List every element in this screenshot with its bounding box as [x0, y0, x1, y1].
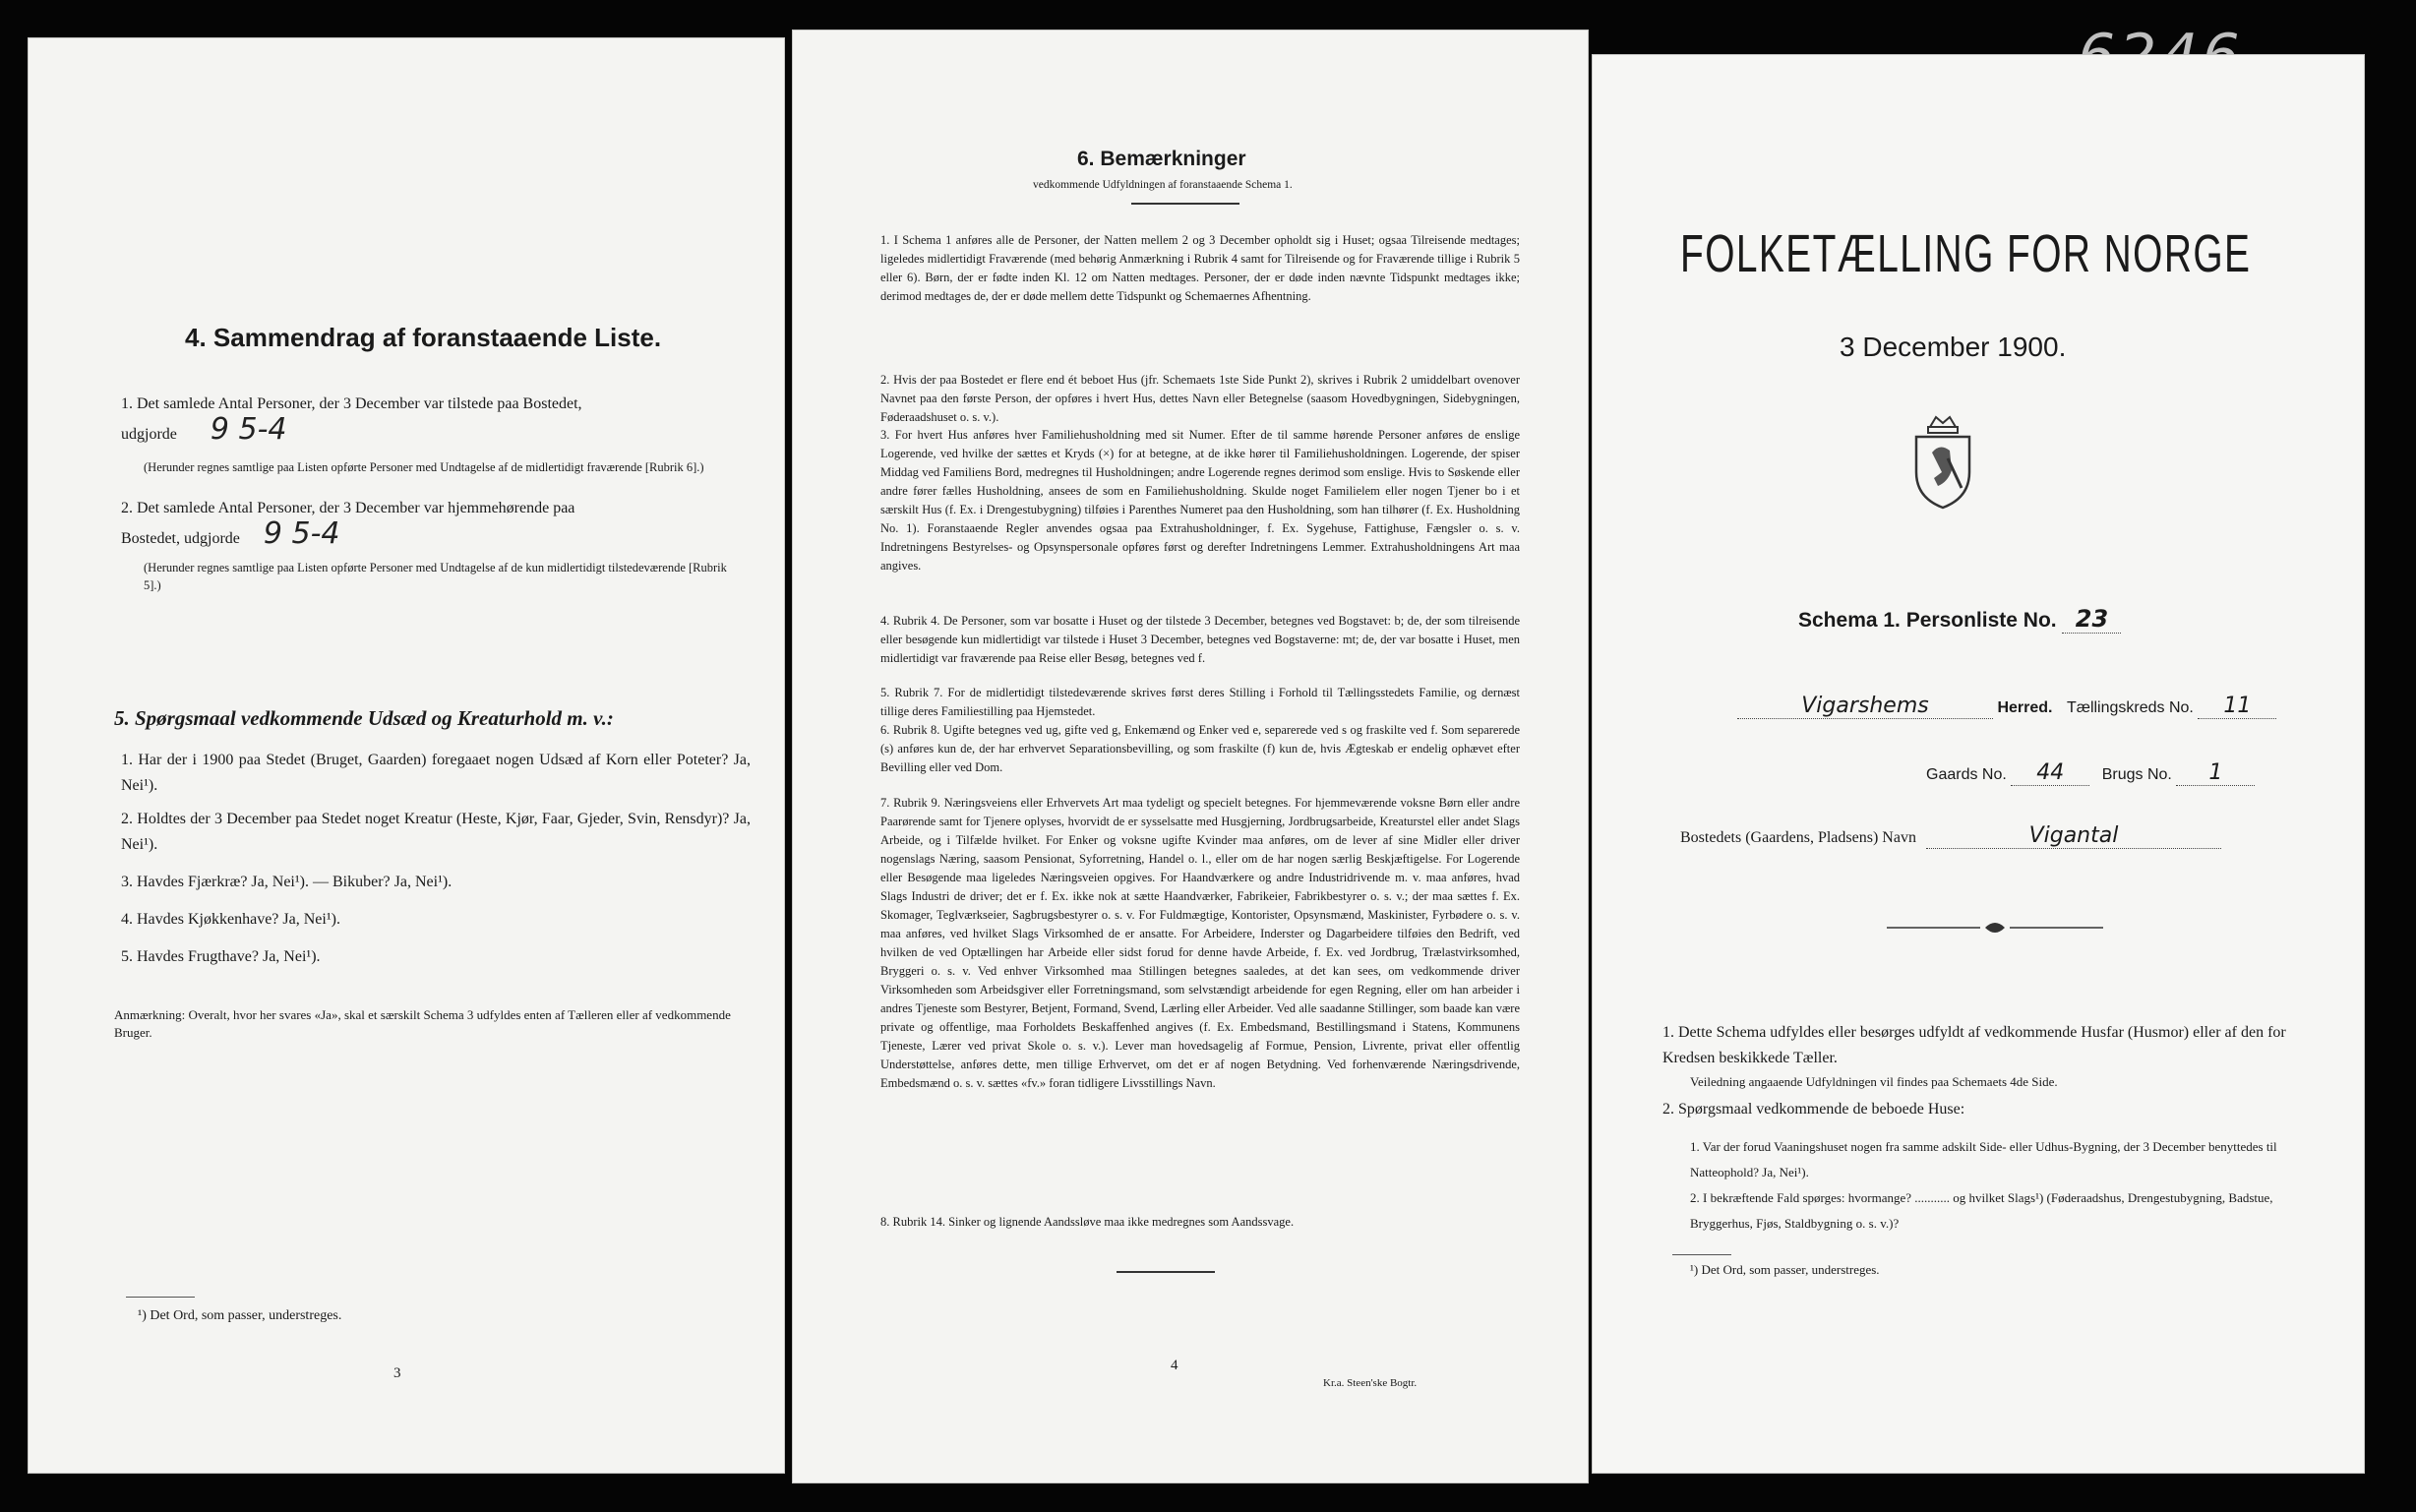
footnote-right: ¹) Det Ord, som passer, understreges.	[1690, 1262, 1880, 1277]
summary-item-1-fill	[121, 412, 751, 448]
summary-item-1-handwriting: 9 5-4	[210, 412, 287, 447]
schema-label: Schema 1. Personliste No.	[1798, 609, 2057, 632]
instruction-2-1: 1. Var der forud Vaaningshuset nogen fra samme adskilt Side- eller Udhus-Bygning, der 3 December benyttedes til Natteophold? Ja, Nei¹).	[1690, 1139, 2277, 1179]
annotation-note: Anmærkning: Overalt, hvor her svares «Ja», skal et særskilt Schema 3 udfyldes enten af Tælleren eller af vedkommende Bruger.	[114, 1007, 731, 1040]
footnote-rule	[126, 1297, 195, 1298]
kreds-value: 11	[2198, 694, 2276, 719]
summary-item-2	[121, 496, 751, 552]
section-6-title: 6. Bemærkninger	[1077, 148, 1246, 170]
herred-value: Vigarshems	[1737, 694, 1993, 719]
bosted-value: Vigantal	[1926, 823, 2221, 849]
personliste-number: 23	[2062, 605, 2121, 634]
question-3: 3. Havdes Fjærkræ? Ja, Nei¹). — Bikuber? Ja, Nei¹).	[121, 874, 453, 890]
page-number-left: 3	[393, 1365, 401, 1381]
title-rule	[1131, 203, 1239, 205]
bosted-row	[1680, 823, 2221, 849]
question-1: 1. Har der i 1900 paa Stedet (Bruget, Gaarden) foregaaet nogen Udsæd af Korn eller Poteter? Ja, Nei¹).	[121, 752, 751, 794]
instruction-1: 1. Dette Schema udfyldes eller besørges udfyldt af vedkommende Husfar (Husmor) eller af den for Kredsen beskikkede Tæller.	[1662, 1024, 2286, 1066]
page-left	[28, 37, 785, 1474]
summary-item-1	[121, 392, 751, 448]
instruction-2: 2. Spørgsmaal vedkommende de beboede Huse:	[1662, 1101, 1965, 1118]
census-date: 3 December 1900.	[1840, 332, 2067, 362]
section-6-subtitle: vedkommende Udfyldningen af foranstaaende Schema 1.	[1033, 179, 1293, 191]
schema-label-row	[1798, 605, 2121, 634]
bottom-rule	[1117, 1271, 1215, 1273]
bosted-label: Bostedets (Gaardens, Pladsens) Navn	[1680, 829, 1916, 846]
summary-item-2-handwriting: 9 5-4	[263, 516, 340, 551]
remark-4: 4. Rubrik 4. De Personer, som var bosatte i Huset og der tilstede 3 December, betegnes ved Bogstavet: b; de, der som tilreisende eller besøgende kun midlertidigt var tilstede i Huset 3 December, betegnes ved Bogstaverne: mt; de, der var bosatte i Huset, men midlertidigt var fraværende paa Reise eller Besøg, betegnes ved f.	[880, 614, 1520, 665]
page-number-middle: 4	[1171, 1358, 1178, 1373]
summary-item-1-text: 1. Det samlede Antal Personer, der 3 December var tilstede paa Bostedet,	[121, 395, 582, 412]
gaards-row	[1926, 760, 2255, 786]
remark-6: 6. Rubrik 8. Ugifte betegnes ved ug, gifte ved g, Enkemænd og Enker ved e, separerede ved s og fraskilte ved f. Som separerede (s) anføres kun de, der har erhvervet Separationsbevilling, og som fraskilte (f) kun de, hvis Ægteskab er endelig ophævet efter Bevilling eller ved Dom.	[880, 723, 1520, 774]
ornament-divider-icon	[1887, 918, 2103, 937]
brugs-value: 1	[2176, 760, 2255, 786]
remark-5: 5. Rubrik 7. For de midlertidigt tilstedeværende skrives først deres Stilling i Forhold til Tællingsstedets Familie, og dernæst tillige deres Familiestilling paa Hjemstedet.	[880, 686, 1520, 718]
summary-item-2-text: 2. Det samlede Antal Personer, der 3 December var hjemmehørende paa	[121, 500, 575, 516]
printer-imprint: Kr.a. Steen'ske Bogtr.	[1323, 1377, 1418, 1389]
remark-7: 7. Rubrik 9. Næringsveiens eller Erhvervets Art maa tydeligt og specielt betegnes. For hjemmeværende voksne Børn eller andre Paarørende samt for Tjenere oplyses, hvorvidt de er sysselsatte med Husgjerning, Jordbrugsarbeide, Kreaturstel eller andet Slags Arbeide, og i Tilfælde hvilket. For Enker og voksne ugifte Kvinder maa anføres, om de lever af sine Midler eller driver nogenslags Næring, saasom Pensionat, Syforretning, Handel o. l., eller om de har nogen særlig Beskjæftigelse. For Logerende eller Besøgende maa ligeledes Næringsveien opgives. For Haandværkere og andre Industridrivende m. v. maa anføres, hvad Slags Industri de driver; det er f. Ex. ikke nok at sætte Haandværker, Fabrikeier, Fabrikbestyrer o. s. v.; der maa sættes f. Ex. Skomager, Teglværkseier, Sagbrugsbestyrer o. s. v. For Fuldmægtige, Kontorister, Opsynsmænd, Maskinister, Fyrbødere o. s. v. maa anføres, ved hvilket Slags Virksomhed de er ansatte. For Arbeidere, Inderster og Dagarbeidere tilføies den Bedrift, ved hvilken de ved Optællingen har Arbeide eller sidst forud for denne havde Arbeide, f. Ex. ved Jordbrug, Trælastvirksomhed, Bryggeri o. s. v. Ved enhver Virksomhed maa Stillingen betegnes saaledes, at det kan sees, om vedkommende driver Virksomheden som Arbeidsgiver eller Forretningsmand, som selvstændigt arbeidende for egen Regning, eller om han arbeider i andres Tjeneste som Bestyrer, Betjent, Formand, Svend, Lærling eller Arbeider. Ved alle saadanne Stillinger, som baade kan være private og offentlige, maa Forholdets Beskaffenhed angives (f. Ex. Embedsmand, Bestillingsmand i Statens, Kommunens Tjeneste, Lærer ved privat Skole o. s. v.). Lever man hovedsagelig af Formue, Pension, Livrente, privat eller offentlig Understøttelse, anføres dette, men tillige Erhvervet, om det er af nogen Betydning. Ved forhenværende Næringsdrivende, Embedsmænd o. s. v. sættes «fv.» foran tidligere Livsstillings Navn.	[880, 796, 1520, 1090]
summary-item-1-note: (Herunder regnes samtlige paa Listen opførte Personer med Undtagelse af de midlertidigt fraværende [Rubrik 6].)	[144, 460, 704, 474]
herred-row	[1737, 694, 2276, 719]
remark-3: 3. For hvert Hus anføres hver Familiehusholdning med sit Numer. Efter de til samme hørende Personer anføres de enslige Logerende, ved hvilke der sættes et Kryds (×) for at betegne, at de ikke hører til Familiehusholdningen. Logerende, der spiser Middag ved Familiens Bord, medregnes til Husholdningen; andre Logerende regnes derimod som enslige. Hvis to Søskende eller andre fører fælles Husholdning, ansees de som en Familiehusholdning. Skulde noget Familielem eller nogen Tjener bo i et særskilt Hus (f. Ex. i Drengestubygning) tilføies i Parenthes Numeret paa den Husholdning, som han tilhører (f. Ex. Husholdning No. 1). Foranstaaende Regler anvendes ogsaa paa Extrahusholdninger, f. Ex. Sygehuse, Fattighuse, Fængsler o. s. v. Indretningens Bestyrelses- og Opsynspersonale opføres først og derefter Indretningens Lemmer. Extrahusholdningens Art maa angives.	[880, 428, 1520, 573]
brugs-label: Brugs No.	[2101, 766, 2172, 783]
question-5: 5. Havdes Frugthave? Ja, Nei¹).	[121, 948, 321, 965]
section-5-title: 5. Spørgsmaal vedkommende Udsæd og Kreaturhold m. v.:	[114, 706, 614, 730]
instruction-1-note: Veiledning angaaende Udfyldningen vil findes paa Schemaets 4de Side.	[1690, 1074, 2058, 1089]
summary-item-2-fill	[121, 516, 751, 552]
question-4: 4. Havdes Kjøkkenhave? Ja, Nei¹).	[121, 911, 340, 928]
coat-of-arms-icon	[1908, 413, 1977, 512]
kreds-label: Tællingskreds No.	[2066, 699, 2194, 716]
footnote-left: ¹) Det Ord, som passer, understreges.	[138, 1308, 342, 1323]
page-middle	[792, 30, 1589, 1483]
instruction-2-2: 2. I bekræftende Fald spørges: hvormange? ........... og hvilket Slags¹) (Føderaadshus, Drengestubygning, Badstue, Bryggerhus, Fjøs, Staldbygning o. s. v.)?	[1690, 1190, 2273, 1231]
question-2: 2. Holdtes der 3 December paa Stedet noget Kreatur (Heste, Kjør, Faar, Gjeder, Svin, Rensdyr)? Ja, Nei¹).	[121, 811, 751, 853]
census-title: FOLKETÆLLING FOR NORGE	[1680, 224, 2252, 283]
footnote-rule-right	[1672, 1254, 1731, 1255]
page-right	[1592, 54, 2365, 1474]
remark-8: 8. Rubrik 14. Sinker og lignende Aandssløve maa ikke medregnes som Aandssvage.	[880, 1215, 1295, 1229]
remark-2: 2. Hvis der paa Bostedet er flere end ét beboet Hus (jfr. Schemaets 1ste Side Punkt 2), skrives i Rubrik 2 umiddelbart ovenover Navnet paa den første Person, der opføres i hvert Hus, dettes Navn eller Betegnelse (saasom Hovedbygningen, Sidebygningen, Føderaadshuset o. s. v.).	[880, 373, 1520, 424]
summary-item-1-prefix: udgjorde	[121, 426, 177, 443]
herred-label: Herred.	[1997, 699, 2053, 716]
summary-item-2-prefix: Bostedet, udgjorde	[121, 530, 240, 547]
remark-1: 1. I Schema 1 anføres alle de Personer, der Natten mellem 2 og 3 December opholdt sig i Huset; ogsaa Tilreisende medtages; ligeledes midlertidigt Fraværende (med behørig Anmærkning i Rubrik 4 samt for Tilreisende og for Fraværende tillige i Rubrik 5 eller 6). Børn, der er fødte inden Kl. 12 om Natten medtages. Personer, der er døde inden nævnte Tidspunkt medtages ikke; derimod medtages de, der er døde mellem dette Tidspunkt og Schemaernes Afhentning.	[880, 233, 1520, 303]
gaards-label: Gaards No.	[1926, 766, 2007, 783]
section-4-title: 4. Sammendrag af foranstaaende Liste.	[185, 323, 662, 352]
gaards-value: 44	[2011, 760, 2089, 786]
summary-item-2-note: (Herunder regnes samtlige paa Listen opførte Personer med Undtagelse af de kun midlertidigt tilstedeværende [Rubrik 5].)	[144, 561, 727, 592]
